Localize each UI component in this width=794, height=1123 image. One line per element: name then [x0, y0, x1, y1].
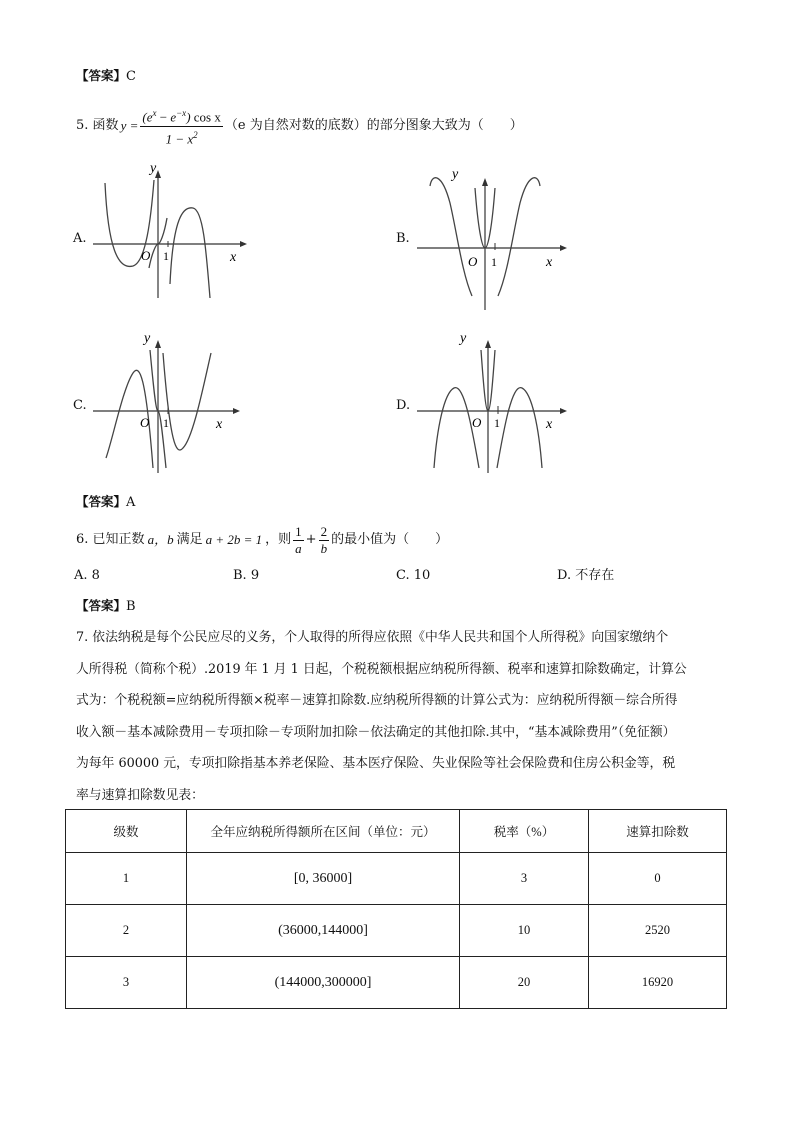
stem-vars: a，b — [147, 532, 174, 547]
x-axis-arrow — [233, 408, 240, 414]
table-cell: 1 — [66, 853, 187, 905]
origin-label: O — [140, 415, 150, 430]
origin-label: O — [141, 248, 151, 263]
option-c-key: C. — [73, 398, 87, 413]
option-a-key: A. — [73, 231, 87, 246]
x-axis-arrow — [240, 241, 247, 247]
q6-stem — [76, 520, 448, 560]
question-number: 5. — [76, 118, 89, 133]
paragraph-line: 率与速算扣除数见表： — [76, 787, 204, 803]
curve-right — [497, 388, 542, 468]
header-cell: 税率（%） — [460, 810, 589, 853]
q6-option-d: D. 不存在 — [557, 568, 615, 583]
x-label: x — [546, 255, 553, 270]
x-label: x — [546, 417, 553, 432]
answer-value: B — [126, 599, 136, 614]
option-d-graph — [412, 328, 572, 476]
x-axis-arrow — [560, 408, 567, 414]
header-cell: 全年应纳税所得额所在区间（单位：元） — [187, 810, 460, 853]
table-header-row — [66, 810, 727, 853]
one-label: 1 — [491, 255, 497, 269]
table-cell: 3 — [66, 957, 187, 1009]
y-axis-arrow — [482, 178, 488, 186]
table-cell: (144000,300000] — [187, 957, 460, 1009]
table-row — [66, 957, 727, 1009]
formula-denominator: $1 - x^2$ — [165, 129, 198, 146]
y-label: y — [144, 331, 151, 346]
one-label: 1 — [163, 416, 169, 430]
answer-value: C — [126, 69, 136, 84]
x-axis-arrow — [560, 245, 567, 251]
formula-fraction — [140, 105, 223, 147]
stem-text-d: 的最小值为（ ） — [331, 532, 449, 547]
answer-label: 【答案】 — [76, 598, 127, 613]
curve-right — [163, 353, 211, 450]
curve-right — [498, 178, 540, 296]
table-cell: (36000,144000] — [187, 905, 460, 957]
table-cell: 16920 — [589, 957, 727, 1009]
curve-left — [430, 178, 472, 296]
paragraph-line: 7. 依法纳税是每个公民应尽的义务，个人取得的所得应依照《中华人民共和国个人所得税》向国家缴纳个 — [76, 630, 669, 645]
paragraph-line: 人所得税（简称个税）.2019 年 1 月 1 日起，个税税额根据应纳税所得额、税率和速算扣除数确定，计算公 — [76, 661, 687, 677]
option-d-key: D. — [396, 398, 411, 413]
fraction-2: $\frac{2}{b}$ — [320, 523, 328, 556]
tax-table — [65, 809, 727, 1009]
y-axis-arrow — [485, 340, 491, 348]
fraction-1: $\frac{1}{a}$ — [295, 523, 302, 556]
paragraph-line: 为每年 60000 元，专项扣除指基本养老保险、基本医疗保险、失业保险等社会保险费和住房公积金等，税 — [76, 756, 676, 771]
question-number: 6. — [76, 532, 89, 547]
answer-label: 【答案】 — [76, 494, 127, 509]
y-axis-arrow — [155, 340, 161, 348]
table-cell: 3 — [460, 853, 589, 905]
origin-label: O — [468, 254, 478, 269]
table-cell: 0 — [589, 853, 727, 905]
y-label: y — [452, 167, 459, 182]
table-row — [66, 853, 727, 905]
table-row — [66, 905, 727, 957]
header-cell: 速算扣除数 — [589, 810, 727, 853]
y-label: y — [460, 331, 467, 346]
paragraph-line: 收入额－基本减除费用－专项扣除－专项附加扣除－依法确定的其他扣除.其中，“基本减除费用”（免征额） — [76, 724, 676, 740]
q6-answer — [76, 596, 136, 617]
table-cell: [0, 36000] — [187, 853, 460, 905]
q5-answer — [76, 492, 135, 513]
q6-option-b: B. 9 — [233, 568, 260, 583]
header-cell: 级数 — [66, 810, 187, 853]
answer-value: A — [126, 495, 136, 510]
q4-answer — [76, 66, 136, 87]
q5-stem — [76, 104, 523, 148]
answer-label: 【答案】 — [76, 68, 127, 83]
formula-numerator: $(e^x - e^{-x})$ cos x — [140, 105, 223, 126]
y-label: y — [150, 161, 157, 176]
x-label: x — [230, 250, 237, 265]
table-cell: 2 — [66, 905, 187, 957]
x-label: x — [216, 417, 223, 432]
option-b-graph — [412, 158, 572, 313]
q6-option-c: C. 10 — [396, 568, 431, 583]
plus-sign: + — [305, 532, 317, 547]
one-label: 1 — [494, 416, 500, 430]
question-prefix: 函数 — [92, 118, 119, 133]
q7-paragraph — [76, 622, 726, 811]
q6-option-a: A. 8 — [74, 568, 100, 583]
stem-text-a: 已知正数 — [92, 532, 145, 547]
stem-text-c: ，则 — [265, 532, 292, 547]
question-note: （e 为自然对数的底数）的部分图象大致为（ ） — [224, 118, 523, 133]
stem-condition: a + 2b = 1 — [205, 532, 263, 547]
curve-right — [170, 208, 210, 298]
formula-lhs: y = — [120, 118, 139, 133]
origin-label: O — [472, 415, 482, 430]
paragraph-line: 式为：个税税额=应纳税所得额×税率－速算扣除数.应纳税所得额的计算公式为：应纳税所得额－综合所得 — [76, 693, 678, 708]
table-cell: 2520 — [589, 905, 727, 957]
option-c-graph — [88, 328, 248, 476]
option-b-key: B. — [396, 231, 410, 246]
option-a-graph — [88, 158, 248, 303]
table-cell: 10 — [460, 905, 589, 957]
stem-text-b: 满足 — [176, 532, 203, 547]
table-cell: 20 — [460, 957, 589, 1009]
one-label: 1 — [163, 249, 169, 263]
